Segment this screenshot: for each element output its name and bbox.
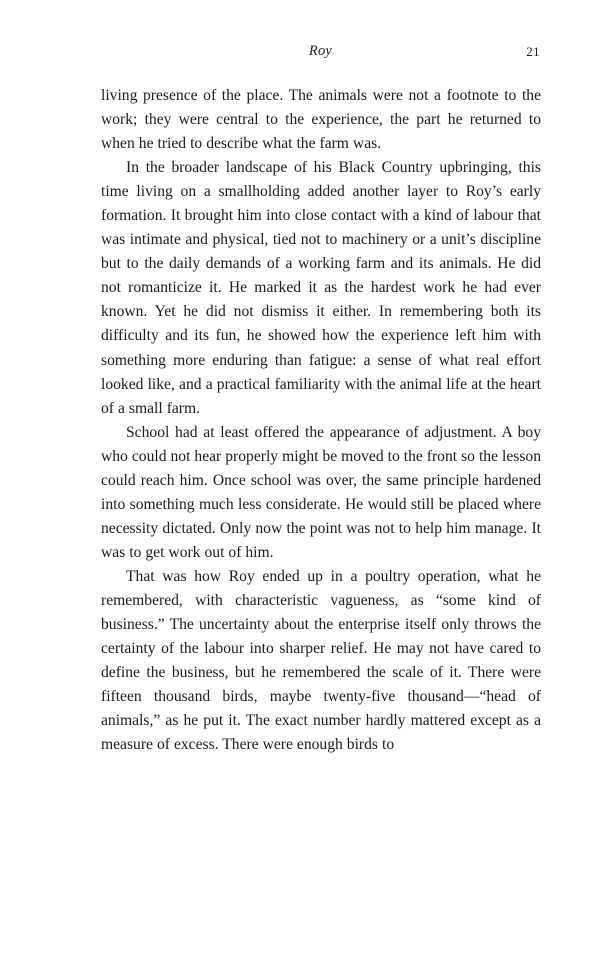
paragraph-3: School had at least offered the appearance of adjustment. A boy who could not hear properly might be moved to the front so the lesson could reach him. Once school was over, the same principle hardened into something much less considerate. He would still be placed where necessity dictated. Only now the point was not to help him manage. It was to get work out of him. xyxy=(101,423,542,561)
running-head xyxy=(101,41,540,61)
body-text-block xyxy=(101,84,541,757)
running-head-title: Roy xyxy=(308,43,333,59)
paragraph-2: In the broader landscape of his Black Country upbringing, this time living on a smallholding added another layer to Roy’s early formation. It brought him into close contact with a kind of labour that was intimate and physical, tied not to machinery or a unit’s discipline but to the daily demands of a working farm and its animals. He did not romanticize it. He marked it as the hardest work he had ever known. Yet he did not dismiss it either. In remembering both its difficulty and its fun, he showed how the experience left him with something more enduring than fatigue: a sense of what real effort looked like, and a practical familiarity with the animal life at the heart of a small farm. xyxy=(101,159,541,417)
paragraph-1: living presence of the place. The animals were not a footnote to the work; they were central to the experience, the part he returned to when he tried to describe what the farm was. xyxy=(101,87,541,153)
paragraph-4: That was how Roy ended up in a poultry operation, what he remembered, with characteristic vagueness, as “some kind of business.” The uncertainty about the enterprise itself only throws the certainty of the labour into sharper relief. He may not have cared to define the business, but he remembered the scale of it. There were fifteen thousand birds, maybe twenty-five thousand—“head of animals,” as he put it. The exact number hardly mattered except as a measure of excess. There were enough birds to xyxy=(101,567,541,754)
page-number: 21 xyxy=(526,44,540,59)
